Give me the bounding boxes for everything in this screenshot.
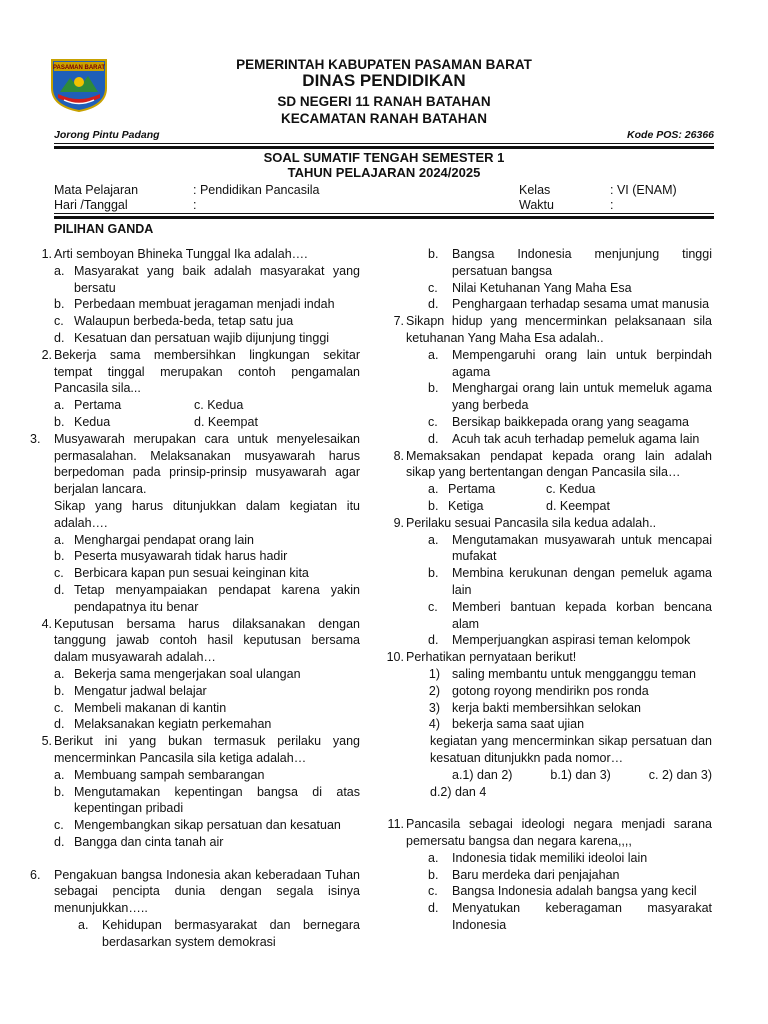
- question-text-2: Sikap yang harus ditunjukkan dalam kegiatan itu adalah….: [54, 498, 360, 530]
- question-number: 1.: [41, 247, 52, 261]
- option-b[interactable]: b. Bangsa Indonesia menjunjung tinggi persatuan bangsa: [428, 247, 712, 278]
- option-c[interactable]: c. Mengembangkan sikap persatuan dan kesatuan: [54, 818, 341, 833]
- option-b[interactable]: b. Ketiga: [428, 498, 484, 513]
- exam-year: TAHUN PELAJARAN 2024/2025: [287, 165, 481, 180]
- option-a[interactable]: a. Pertama: [54, 398, 122, 413]
- header-divider-thick: [54, 146, 714, 149]
- info-divider-thin: [54, 213, 714, 214]
- statement-1: 1) saling membantu untuk mengganggu teman: [428, 666, 696, 681]
- question-number: 10.: [386, 650, 404, 665]
- option-b[interactable]: b. Membina kerukunan dengan pemeluk agama lain: [428, 566, 712, 597]
- option-d[interactable]: d. Menyatukan keberagaman masyarakat Indonesia: [428, 901, 712, 933]
- option-c[interactable]: c. Berbicara kapan pun sesuai keinginan kita: [54, 566, 309, 581]
- question-text: Pancasila sebagai ideologi negara menjadi sarana pemersatu bangsa dan negara karena,,,,: [406, 817, 712, 849]
- question-3: [30, 431, 360, 616]
- header-school: SD NEGERI 11 RANAH BATAHAN: [277, 94, 491, 109]
- question-number: 4.: [41, 616, 52, 631]
- option-c[interactable]: c. Nilai Ketuhanan Yang Maha Esa: [428, 280, 632, 295]
- question-text: Perhatikan pernyataan berikut!: [406, 650, 577, 665]
- header-divider-thin: [54, 143, 714, 144]
- option-c[interactable]: c. Kedua: [546, 482, 596, 497]
- question-number: 3.: [30, 431, 41, 446]
- header-district: KECAMATAN RANAH BATAHAN: [281, 111, 487, 126]
- option-c[interactable]: c. Kedua: [194, 398, 244, 413]
- time-label: Waktu: [519, 198, 554, 212]
- date-value: :: [193, 198, 197, 212]
- option-b[interactable]: b.1) dan 3): [550, 767, 611, 782]
- class-value: : VI (ENAM): [610, 183, 677, 197]
- header-department: DINAS PENDIDIKAN: [302, 71, 466, 90]
- option-b[interactable]: b. Baru merdeka dari penjajahan: [428, 867, 620, 882]
- option-a[interactable]: a. Menghargai pendapat orang lain: [54, 532, 254, 547]
- question-text: Keputusan bersama harus dilaksanakan dengan tanggung jawab contoh hasil keputusan bersama dalam musyawarah adalah…: [54, 616, 360, 665]
- option-d[interactable]: d. Bangga dan cinta tanah air: [54, 834, 224, 849]
- question-5: [30, 733, 360, 851]
- option-a[interactable]: a. Bekerja sama mengerjakan soal ulangan: [54, 666, 301, 681]
- left-column: [30, 246, 360, 951]
- subject-label: Mata Pelajaran: [54, 183, 139, 197]
- question-text: Musyawarah merupakan cara untuk menyelesaikan permasalahan. Melaksanakan musyawarah harus berpedoman pada prinsip-prinsip musyawarah agar berjalan lancara.: [54, 431, 360, 497]
- class-label: Kelas: [519, 183, 551, 197]
- option-a[interactable]: a. Indonesia tidak memiliki ideoloi lain: [428, 850, 648, 865]
- question-9: [382, 515, 712, 649]
- option-d[interactable]: d. Kesatuan dan persatuan wajib dijunjung tinggi: [54, 330, 330, 345]
- question-number: 11.: [387, 817, 404, 832]
- header-government: PEMERINTAH KABUPATEN PASAMAN BARAT: [236, 57, 532, 72]
- option-b[interactable]: b. Menghargai orang lain untuk memeluk agama yang berbeda: [428, 381, 712, 413]
- question-number: 5.: [41, 734, 52, 749]
- info-divider-thick: [54, 216, 714, 219]
- question-text: Memaksakan pendapat kepada orang lain adalah sikap yang bertentangan dengan Pancasila sila…: [406, 448, 712, 480]
- option-a[interactable]: a. Pertama: [428, 482, 496, 497]
- option-c[interactable]: c. Membeli makanan di kantin: [54, 700, 227, 715]
- question-number: 9.: [393, 515, 404, 530]
- question-number: 8.: [393, 448, 404, 463]
- right-column: [382, 246, 712, 934]
- question-8: [382, 448, 712, 515]
- time-value: :: [610, 198, 614, 212]
- question-text: Arti semboyan Bhineka Tunggal Ika adalah….: [54, 247, 308, 261]
- option-c[interactable]: c. Bangsa Indonesia adalah bangsa yang kecil: [428, 884, 697, 899]
- option-c[interactable]: c. Walaupun berbeda-beda, tetap satu jua: [54, 314, 294, 329]
- question-text: Bekerja sama membersihkan lingkungan sekitar tempat tinggal merupakan contoh pengamalan Pancasila sila...: [54, 347, 360, 396]
- option-d[interactable]: d. Melaksanakan kegiatn perkemahan: [54, 717, 272, 732]
- question-4: [30, 616, 360, 734]
- exam-title: SOAL SUMATIF TENGAH SEMESTER 1: [263, 150, 505, 165]
- option-d[interactable]: d. Memperjuangkan aspirasi teman kelompok: [428, 633, 691, 648]
- question-11: [382, 816, 712, 934]
- question-number: 7.: [393, 314, 404, 329]
- section-title: PILIHAN GANDA: [54, 222, 154, 236]
- option-d[interactable]: d.2) dan 4: [430, 784, 487, 799]
- date-label: Hari /Tanggal: [54, 198, 128, 212]
- regency-logo-icon: [50, 58, 108, 112]
- question-text: Perilaku sesuai Pancasila sila kedua adalah..: [406, 515, 657, 530]
- statement-4: 4) bekerja sama saat ujian: [428, 717, 585, 732]
- option-d[interactable]: d. Keempat: [546, 498, 610, 513]
- option-d[interactable]: d. Tetap menyampaiakan pendapat karena yakin pendapatnya itu benar: [54, 582, 360, 614]
- question-text: Sikapn hidup yang mencerminkan pelaksanaan sila ketuhanan Yang Maha Esa adalah..: [406, 314, 712, 345]
- address-left: Jorong Pintu Padang: [54, 129, 160, 141]
- statement-3: 3) kerja bakti membersihkan selokan: [428, 700, 641, 715]
- option-a[interactable]: a. Kehidupan bermasyarakat dan bernegara berdasarkan system demokrasi: [78, 918, 360, 949]
- question-2: [30, 347, 360, 431]
- question-10: [382, 649, 712, 800]
- option-b[interactable]: b. Mengatur jadwal belajar: [54, 683, 207, 698]
- option-b[interactable]: b. Peserta musyawarah tidak harus hadir: [54, 549, 288, 564]
- postal-code: Kode POS: 26366: [627, 129, 714, 141]
- option-a[interactable]: a. Masyarakat yang baik adalah masyarakat yang bersatu: [54, 263, 360, 295]
- question-6-continued: [382, 246, 712, 313]
- question-text-2: kegiatan yang mencerminkan sikap persatuan dan kesatuan ditunjukkn pada nomor…: [430, 734, 712, 765]
- subject-value: : Pendidikan Pancasila: [193, 183, 320, 197]
- option-b[interactable]: b. Kedua: [54, 414, 111, 429]
- option-a[interactable]: a. Membuang sampah sembarangan: [54, 767, 265, 782]
- question-text: Berikut ini yang bukan termasuk perilaku yang mencerminkan Pancasila sila ketiga adalah…: [54, 734, 360, 765]
- question-text: Pengakuan bangsa Indonesia akan keberadaan Tuhan sebagai pencipta dunia dengan segala isinya menunjukkan…..: [54, 867, 360, 916]
- statement-2: 2) gotong royong mendirikn pos ronda: [428, 683, 649, 698]
- question-6: [30, 867, 360, 951]
- question-number: 2.: [41, 347, 52, 362]
- option-a[interactable]: a.1) dan 2): [452, 767, 513, 782]
- option-d[interactable]: d. Keempat: [194, 414, 258, 429]
- option-a[interactable]: a. Mempengaruhi orang lain untuk berpindah agama: [428, 347, 712, 379]
- option-b[interactable]: b. Perbedaan membuat jeragaman menjadi indah: [54, 297, 335, 312]
- option-a[interactable]: a. Mengutamakan musyawarah untuk mencapai mufakat: [428, 532, 712, 564]
- question-7: [382, 313, 712, 447]
- option-c[interactable]: c. 2) dan 3): [648, 767, 712, 782]
- question-1: [30, 246, 360, 347]
- logo-text: PASAMAN BARAT: [52, 65, 106, 71]
- option-c[interactable]: c. Memberi bantuan kepada korban bencana alam: [428, 599, 712, 631]
- question-number: 6.: [30, 867, 41, 882]
- option-d[interactable]: d. Acuh tak acuh terhadap pemeluk agama lain: [428, 431, 700, 446]
- option-c[interactable]: c. Bersikap baikkepada orang yang seagama: [428, 414, 689, 429]
- option-b[interactable]: b. Mengutamakan kepentingan bangsa di atas kepentingan pribadi: [54, 784, 360, 816]
- option-d[interactable]: d. Penghargaan terhadap sesama umat manusia: [428, 297, 710, 312]
